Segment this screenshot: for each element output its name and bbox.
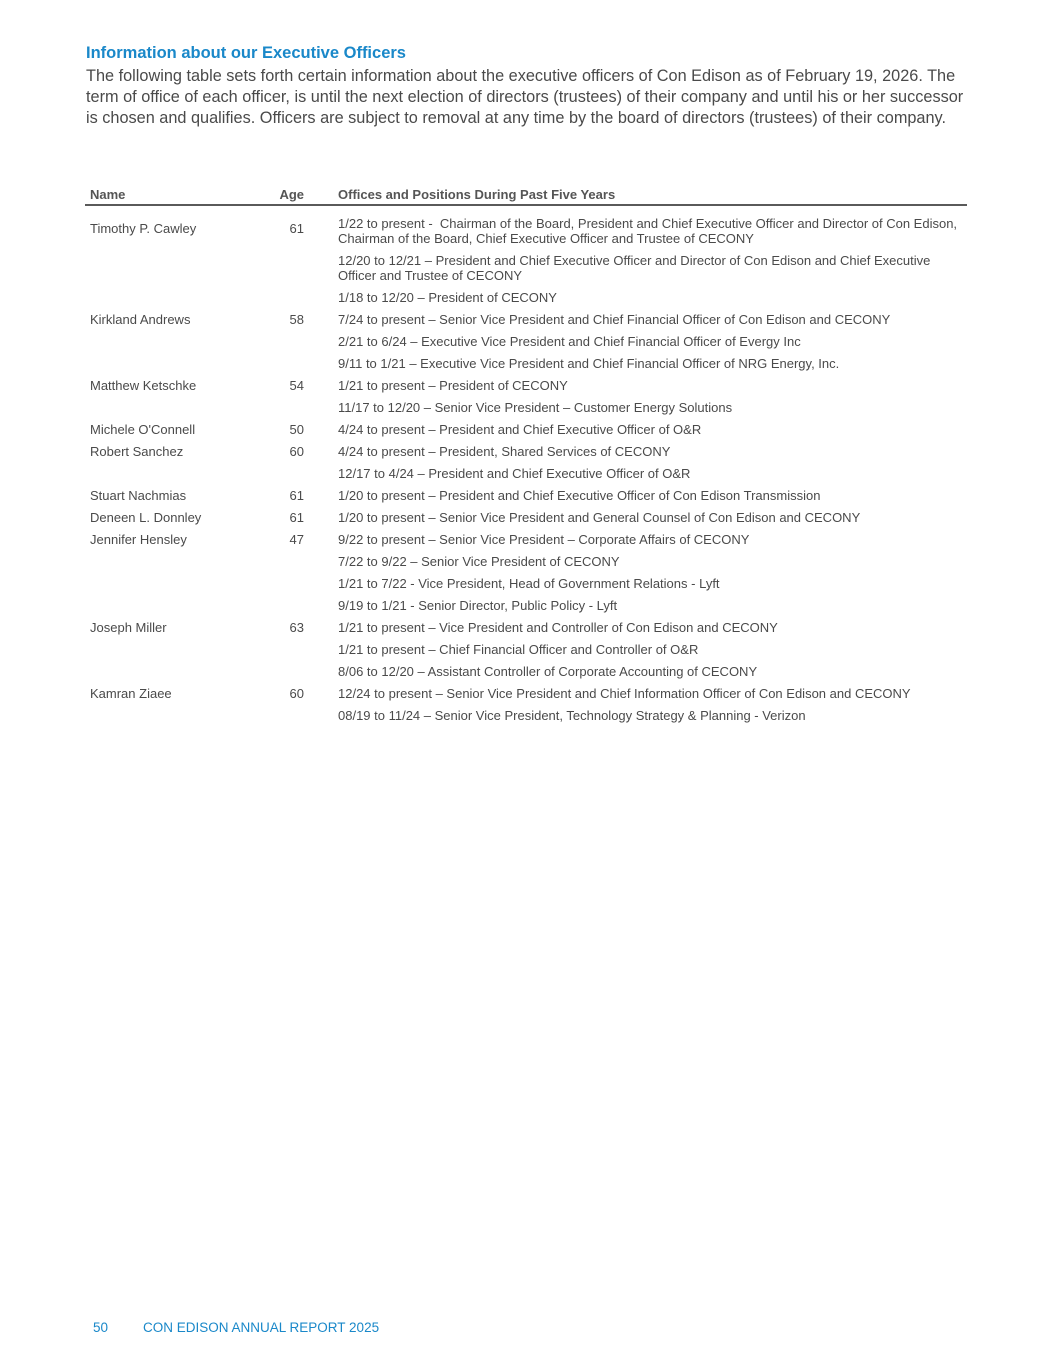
position-entry: 11/17 to 12/20 – Senior Vice President – Customer Energy Solutions: [338, 400, 733, 415]
position-entry: 1/20 to present – Senior Vice President and General Counsel of Con Edison and CECONY: [338, 510, 861, 525]
page-footer: [93, 1320, 379, 1335]
officer-age: 60: [289, 686, 304, 701]
page-number: 50: [93, 1320, 109, 1335]
position-entry: 12/20 to 12/21 – President and Chief Executive Officer and Director of Con Edison and Chief Executive Officer and Trustee of CECONY: [338, 253, 931, 283]
position-entry: 7/22 to 9/22 – Senior Vice President of CECONY: [338, 554, 620, 569]
position-entry: 1/21 to present – Vice President and Controller of Con Edison and CECONY: [338, 620, 778, 635]
table-row: [85, 616, 967, 682]
position-entry: 12/24 to present – Senior Vice President and Chief Information Officer of Con Edison and CECONY: [338, 686, 911, 701]
intro-paragraph: The following table sets forth certain information about the executive officers of Con Edison as of February 19, 2026. The term of office of each officer, is until the next election of directors (trustees) of their company and until his or her successor is chosen and qualifies. Officers are subject to removal at any time by the board of directors (trustees) of their company.: [86, 67, 964, 127]
header-age: Age: [274, 184, 308, 205]
position-entry: 8/06 to 12/20 – Assistant Controller of Corporate Accounting of CECONY: [338, 664, 758, 679]
officer-age: 50: [289, 422, 304, 437]
position-entry: 7/24 to present – Senior Vice President and Chief Financial Officer of Con Edison and CECONY: [338, 312, 891, 327]
table-row: [85, 484, 967, 506]
officer-name: Kamran Ziaee: [90, 686, 172, 701]
officer-name: Jennifer Hensley: [90, 532, 187, 547]
officer-age: 61: [289, 510, 304, 525]
position-entry: 12/17 to 4/24 – President and Chief Executive Officer of O&R: [338, 466, 691, 481]
officer-age: 61: [289, 221, 304, 236]
position-entry: 1/22 to present - Chairman of the Board, President and Chief Executive Officer and Director of Con Edison, Chairman of the Board, Chief Executive Officer and Trustee of CECONY: [338, 216, 958, 246]
position-entry: 2/21 to 6/24 – Executive Vice President and Chief Financial Officer of Evergy Inc: [338, 334, 801, 349]
officer-positions: [308, 418, 967, 440]
position-entry: 4/24 to present – President and Chief Executive Officer of O&R: [338, 422, 702, 437]
position-entry: 1/21 to present – Chief Financial Officer and Controller of O&R: [338, 642, 699, 657]
position-entry: 9/11 to 1/21 – Executive Vice President and Chief Financial Officer of NRG Energy, Inc.: [338, 356, 840, 371]
officer-name: Michele O'Connell: [90, 422, 196, 437]
position-entry: 1/18 to 12/20 – President of CECONY: [338, 290, 557, 305]
officer-positions: [308, 205, 967, 308]
officer-name: Timothy P. Cawley: [90, 221, 197, 236]
executive-officers-table: [85, 184, 967, 726]
officer-name: Matthew Ketschke: [90, 378, 197, 393]
officer-age: 47: [289, 532, 304, 547]
table-row: [85, 418, 967, 440]
position-entry: 1/21 to present – President of CECONY: [338, 378, 568, 393]
section-heading: Information about our Executive Officers: [86, 44, 406, 62]
report-title: CON EDISON ANNUAL REPORT 2025: [143, 1320, 380, 1335]
table-row: [85, 440, 967, 484]
officer-positions: [308, 616, 967, 682]
table-row: [85, 374, 967, 418]
table-row: [85, 506, 967, 528]
table-row: [85, 205, 967, 308]
officer-positions: [308, 374, 967, 418]
table-row: [85, 682, 967, 726]
table-header-row: [85, 184, 967, 205]
officer-name: Deneen L. Donnley: [90, 510, 202, 525]
officer-name: Robert Sanchez: [90, 444, 184, 459]
position-entry: 08/19 to 11/24 – Senior Vice President, Technology Strategy & Planning - Verizon: [338, 708, 806, 723]
position-entry: 9/19 to 1/21 - Senior Director, Public Policy - Lyft: [338, 598, 618, 613]
position-entry: 9/22 to present – Senior Vice President – Corporate Affairs of CECONY: [338, 532, 750, 547]
officer-positions: [308, 506, 967, 528]
header-offices: Offices and Positions During Past Five Years: [308, 184, 967, 205]
officer-name: Joseph Miller: [90, 620, 167, 635]
officer-positions: [308, 440, 967, 484]
officer-positions: [308, 682, 967, 726]
officer-age: 58: [289, 312, 304, 327]
officer-positions: [308, 528, 967, 616]
officer-age: 63: [289, 620, 304, 635]
position-entry: 1/20 to present – President and Chief Executive Officer of Con Edison Transmission: [338, 488, 821, 503]
table-row: [85, 308, 967, 374]
table-body: [85, 205, 967, 726]
officer-positions: [308, 484, 967, 506]
position-entry: 1/21 to 7/22 - Vice President, Head of Government Relations - Lyft: [338, 576, 720, 591]
position-entry: 4/24 to present – President, Shared Services of CECONY: [338, 444, 671, 459]
officer-positions: [308, 308, 967, 374]
officer-name: Stuart Nachmias: [90, 488, 187, 503]
officer-age: 60: [289, 444, 304, 459]
table-row: [85, 528, 967, 616]
officer-name: Kirkland Andrews: [90, 312, 191, 327]
header-name: Name: [85, 184, 274, 205]
officer-age: 54: [289, 378, 304, 393]
officer-age: 61: [289, 488, 304, 503]
